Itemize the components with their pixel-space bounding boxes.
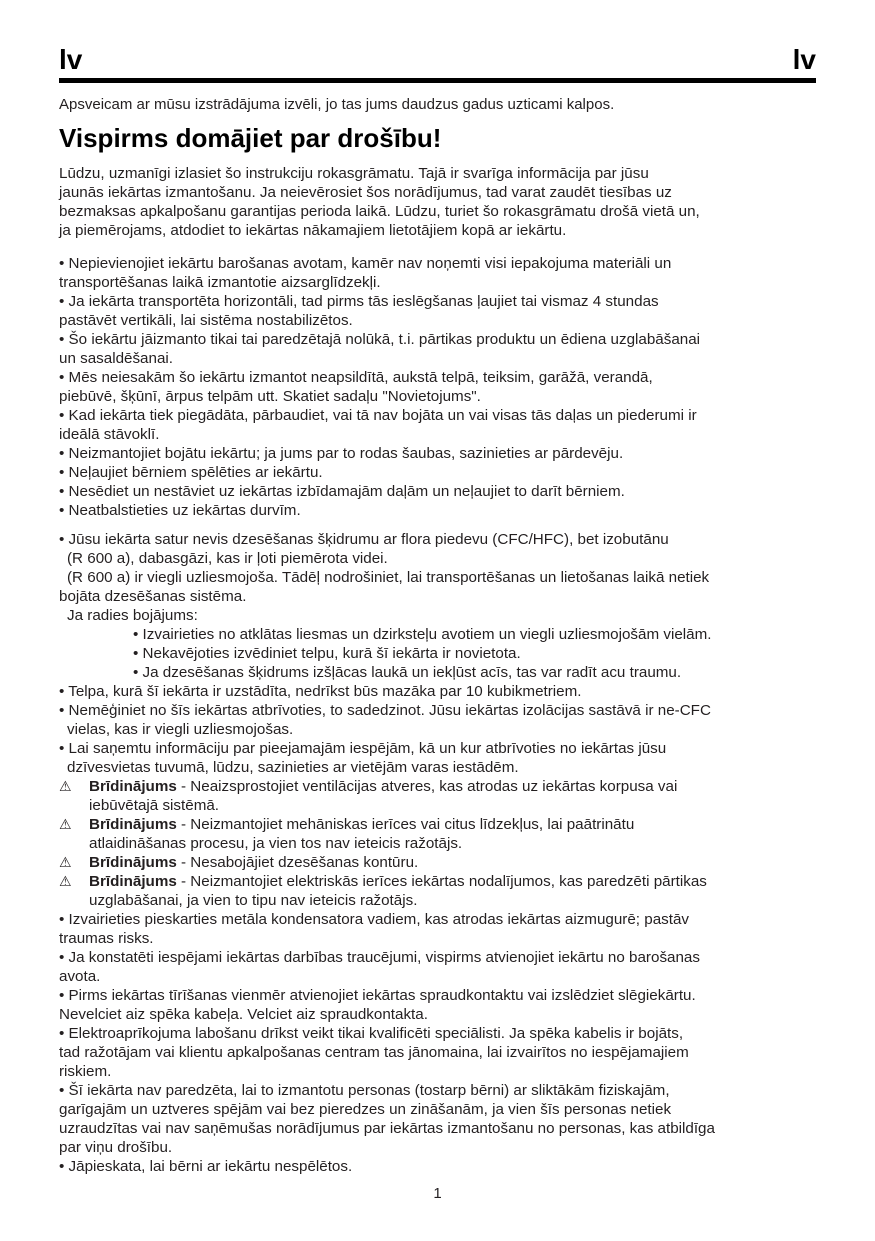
refrigerant-line: (R 600 a), dabasgāzi, kas ir ļoti piemērota videi. [67, 550, 388, 567]
list-line: un sasaldēšanai. [59, 350, 173, 367]
lead-line: ja piemērojams, atdodiet to iekārtas nākamajiem lietotājiem kopā ar iekārtu. [59, 222, 567, 239]
list-line: traumas risks. [59, 930, 154, 947]
warning-triangle-icon: ⚠ [59, 778, 72, 794]
list-line: • Kad iekārta tiek piegādāta, pārbaudiet, vai tā nav bojāta un vai visas tās daļas un piederumi ir [59, 407, 697, 424]
warning-text: - Neaizsprostojiet ventilācijas atveres, kas atrodas uz iekārtas korpusa vai [176, 778, 678, 795]
list-line: • Neļaujiet bērniem spēlēties ar iekārtu. [59, 464, 323, 481]
warning-triangle-icon: ⚠ [59, 873, 72, 889]
list-line: • Nesēdiet un nestāviet uz iekārtas izbīdamajām daļām un neļaujiet to darīt bērniem. [59, 483, 625, 500]
list-line: • Nepievienojiet iekārtu barošanas avotam, kamēr nav noņemti visi iepakojuma materiāli un [59, 255, 672, 272]
warning-item [59, 872, 829, 910]
warning-label: Brīdinājums [89, 778, 177, 795]
list-line: • Elektroaprīkojuma labošanu drīkst veikt tikai kvalificēti speciālisti. Ja spēka kabelis ir bojāts, [59, 1025, 684, 1042]
list-line: • Ja konstatēti iespējami iekārtas darbības traucējumi, vispirms atvienojiet iekārtu no barošanas [59, 949, 700, 966]
list-line: • Šo iekārtu jāizmanto tikai tai paredzētajā nolūkā, t.i. pārtikas produktu un ēdiena uzglabāšanai [59, 331, 701, 348]
list-line: • Ja iekārta transportēta horizontāli, tad pirms tās ieslēgšanas ļaujiet tai vismaz 4 stundas [59, 293, 659, 310]
damage-item: • Izvairieties no atklātas liesmas un dzirksteļu avotiem un viegli uzliesmojošām vielām. [133, 626, 712, 643]
safety-text [59, 164, 829, 1176]
list-line: avota. [59, 968, 101, 985]
list-line: • Neizmantojiet bojātu iekārtu; ja jums par to rodas šaubas, sazinieties ar pārdevēju. [59, 445, 624, 462]
list-line: uzraudzītas vai nav saņēmušas norādījumus par iekārtas izmantošanu no personas, kas atbildīga [59, 1120, 715, 1137]
language-code-left: lv [59, 44, 83, 75]
list-line: transportēšanas laikā izmantotie aizsarglīdzekļi. [59, 274, 381, 291]
list-line: • Jāpieskata, lai bērni ar iekārtu nespēlētos. [59, 1158, 353, 1175]
language-header [59, 44, 816, 83]
warning-item [59, 815, 829, 853]
warning-text-cont: iebūvētajā sistēmā. [89, 797, 220, 814]
warning-label: Brīdinājums [89, 873, 177, 890]
list-line: dzīvesvietas tuvumā, lūdzu, sazinieties ar vietējām varas iestādēm. [67, 759, 519, 776]
list-line: piebūvē, šķūnī, ārpus telpām utt. Skatiet sadaļu "Novietojums". [59, 388, 481, 405]
warning-text: - Neizmantojiet elektriskās ierīces iekārtas nodalījumos, kas paredzēti pārtikas [176, 873, 707, 890]
list-line: • Telpa, kurā šī iekārta ir uzstādīta, nedrīkst būs mazāka par 10 kubikmetriem. [59, 683, 582, 700]
refrigerant-line: (R 600 a) ir viegli uzliesmojoša. Tādēļ nodrošiniet, lai transportēšanas un lietošanas laikā netiek [67, 569, 710, 586]
warning-item [59, 853, 829, 872]
list-line: par viņu drošību. [59, 1139, 173, 1156]
list-line: Nevelciet aiz spēka kabeļa. Velciet aiz spraudkontakta. [59, 1006, 428, 1023]
damage-item: • Nekavējoties izvēdiniet telpu, kurā šī iekārta ir novietota. [133, 645, 521, 662]
list-line: garīgajām un uztveres spējām vai bez pieredzes un zināšanām, ja vien šīs personas netiek [59, 1101, 672, 1118]
language-code-right: lv [792, 44, 816, 75]
list-line: • Mēs neiesakām šo iekārtu izmantot neapsildītā, aukstā telpā, teiksim, garāžā, verandā, [59, 369, 653, 386]
list-line: tad ražotājam vai klientu apkalpošanas centram tas jānomaina, lai izvairītos no iespējamajiem [59, 1044, 689, 1061]
list-line: • Pirms iekārtas tīrīšanas vienmēr atvienojiet iekārtas spraudkontaktu vai izslēdziet slēgiekārtu. [59, 987, 696, 1004]
list-line: • Izvairieties pieskarties metāla kondensatora vadiem, kas atrodas iekārtas aizmugurē; pastāv [59, 911, 689, 928]
warning-text-cont: uzglabāšanai, ja vien to tipu nav ieteicis ražotājs. [89, 892, 418, 909]
list-line: ideālā stāvoklī. [59, 426, 160, 443]
intro-text: Apsveicam ar mūsu izstrādājuma izvēli, jo tas jums daudzus gadus uzticami kalpos. [59, 96, 615, 113]
list-line: riskiem. [59, 1063, 112, 1080]
list-line: • Neatbalstieties uz iekārtas durvīm. [59, 502, 301, 519]
list-line: pastāvēt vertikāli, lai sistēma nostabilizētos. [59, 312, 353, 329]
warning-label: Brīdinājums [89, 854, 177, 871]
refrigerant-line: • Jūsu iekārta satur nevis dzesēšanas šķidrumu ar flora piedevu (CFC/HFC), bet izobutānu [59, 531, 669, 548]
warning-text-cont: atlaidināšanas procesu, ja vien tos nav ieteicis ražotājs. [89, 835, 463, 852]
list-line: • Nemēģiniet no šīs iekārtas atbrīvoties, to sadedzinot. Jūsu iekārtas izolācijas sastāvā ir ne-CFC [59, 702, 711, 719]
list-line: vielas, kas ir viegli uzliesmojošas. [67, 721, 294, 738]
warning-text: - Nesabojājiet dzesēšanas kontūru. [176, 854, 419, 871]
damage-heading: Ja radies bojājums: [67, 607, 198, 624]
page-number: 1 [433, 1185, 442, 1202]
warning-label: Brīdinājums [89, 816, 177, 833]
lead-line: Lūdzu, uzmanīgi izlasiet šo instrukciju rokasgrāmatu. Tajā ir svarīga informācija par jūsu [59, 165, 649, 182]
refrigerant-line: bojāta dzesēšanas sistēma. [59, 588, 247, 605]
warning-text: - Neizmantojiet mehāniskas ierīces vai citus līdzekļus, lai paātrinātu [176, 816, 635, 833]
lead-line: bezmaksas apkalpošanu garantijas perioda laikā. Lūdzu, turiet šo rokasgrāmatu drošā vietā un, [59, 203, 700, 220]
lead-line: jaunās iekārtas izmantošanu. Ja neievērosiet šos norādījumus, tad varat zaudēt tiesības uz [59, 184, 672, 201]
page-title: Vispirms domājiet par drošību! [59, 123, 442, 153]
list-line: • Šī iekārta nav paredzēta, lai to izmantotu personas (tostarp bērni) ar sliktākām fiziskajām, [59, 1082, 670, 1099]
list-line: • Lai saņemtu informāciju par pieejamajām iespējām, kā un kur atbrīvoties no iekārtas jūsu [59, 740, 667, 757]
warning-item [59, 777, 829, 815]
damage-item: • Ja dzesēšanas šķidrums izšļācas laukā un iekļūst acīs, tas var radīt acu traumu. [133, 664, 682, 681]
warning-triangle-icon: ⚠ [59, 854, 72, 870]
warning-triangle-icon: ⚠ [59, 816, 72, 832]
